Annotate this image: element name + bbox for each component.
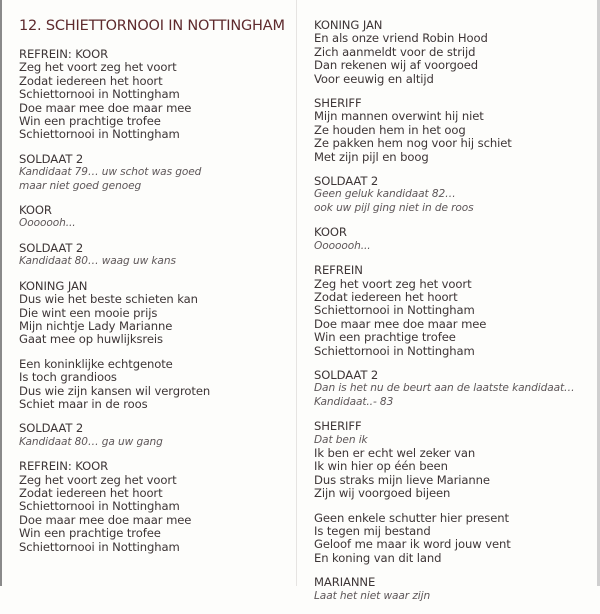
lyric-line: Schiet maar in de roos: [19, 396, 148, 411]
lyric-line: Ik ben er echt wel zeker van: [314, 445, 476, 460]
lyric-line: Doe maar mee doe maar mee: [314, 316, 487, 331]
lyric-line: Zodat iedereen het hoort: [19, 73, 163, 88]
lyric-line: SHERIFF: [314, 419, 362, 434]
lyric-line: SOLDAAT 2: [314, 174, 379, 189]
lyric-line: Die wint een mooie prijs: [19, 305, 158, 320]
lyric-line: Schiettornooi in Nottingham: [19, 127, 180, 142]
lyric-line: SOLDAAT 2: [19, 421, 84, 436]
lyrics-stanza: [314, 97, 594, 164]
lyric-line: Dan rekenen wij af voorgoed: [314, 58, 478, 73]
lyrics-stanza: [314, 264, 594, 358]
lyrics-stanza: [19, 280, 294, 347]
lyric-line: SOLDAAT 2: [19, 240, 84, 255]
lyric-line: Win een prachtige trofee: [19, 526, 161, 541]
lyric-line: Schiettornooi in Nottingham: [19, 499, 180, 514]
lyrics-stanza: [314, 19, 594, 86]
lyric-line: Zeg het voort zeg het voort: [19, 472, 177, 487]
lyric-line: Ze pakken hem nog voor hij schiet: [314, 136, 512, 151]
spoken-line: Ooooooh...: [19, 217, 76, 230]
lyric-line: Zich aanmeldt voor de strijd: [314, 44, 476, 59]
lyric-line: Schiettornooi in Nottingham: [19, 87, 180, 102]
spoken-line: Laat het niet waar zijn: [314, 589, 431, 602]
lyrics-stanza: [19, 422, 294, 449]
lyric-line: Dus straks mijn lieve Marianne: [314, 472, 490, 487]
lyric-line: Doe maar mee doe maar mee: [19, 100, 192, 115]
lyric-line: Win een prachtige trofee: [314, 330, 456, 345]
lyrics-stanza: [314, 420, 594, 500]
lyric-line: REFREIN: [314, 263, 363, 278]
page-edge-left: [0, 0, 2, 586]
lyric-line: Zijn wij voorgoed bijeen: [314, 486, 451, 501]
spoken-line: Dan is het nu de beurt aan de laatste kandidaat…: [314, 382, 575, 395]
lyric-line: Is tegen mij bestand: [314, 524, 431, 538]
spoken-line: Ooooooh...: [314, 239, 371, 252]
lyrics-stanza: [314, 226, 594, 253]
lyric-line: KONING JAN: [19, 278, 88, 293]
lyrics-stanza: [314, 512, 594, 566]
lyric-line: KONING JAN: [314, 18, 383, 32]
spoken-line: Kandidaat..- 83: [314, 395, 394, 408]
lyric-line: Ze houden hem in het oog: [314, 122, 466, 137]
lyric-line: KOOR: [19, 203, 52, 218]
lyric-line: Zeg het voort zeg het voort: [19, 60, 177, 75]
lyric-line: Zeg het voort zeg het voort: [314, 276, 472, 291]
lyric-line: En als onze vriend Robin Hood: [314, 31, 488, 46]
lyric-line: MARIANNE: [314, 575, 376, 590]
lyric-line: Geloof me maar ik word jouw vent: [314, 537, 511, 552]
spoken-line: Kandidaat 79… uw schot was goed: [19, 166, 202, 179]
lyric-line: Met zijn pijl en boog: [314, 149, 429, 164]
lyric-line: Een koninklijke echtgenote: [19, 356, 173, 371]
lyric-line: Dus wie het beste schieten kan: [19, 292, 198, 307]
lyrics-stanza: [314, 369, 594, 409]
spoken-line: ook uw pijl ging niet in de roos: [314, 201, 474, 214]
lyric-line: Mijn nichtje Lady Marianne: [19, 318, 173, 333]
lyric-line: Geen enkele schutter hier present: [314, 510, 509, 525]
lyric-line: Zodat iedereen het hoort: [314, 289, 458, 304]
lyric-line: Win een prachtige trofee: [19, 114, 161, 129]
lyrics-stanza: [19, 204, 294, 231]
lyric-line: REFREIN: KOOR: [19, 47, 109, 61]
lyric-line: SOLDAAT 2: [19, 151, 84, 166]
lyric-line: Gaat mee op huwlijksreis: [19, 332, 163, 347]
lyric-line: Zodat iedereen het hoort: [19, 485, 163, 500]
lyrics-stanza: [314, 576, 594, 603]
lyric-line: En koning van dit land: [314, 550, 442, 565]
spoken-line: Kandidaat 80… waag uw kans: [19, 255, 176, 268]
lyric-line: Schiettornooi in Nottingham: [19, 539, 180, 554]
spoken-line: Geen geluk kandidaat 82…: [314, 188, 456, 201]
lyric-line: Schiettornooi in Nottingham: [314, 303, 475, 318]
lyric-line: SOLDAAT 2: [314, 367, 379, 382]
lyric-line: SHERIFF: [314, 96, 362, 111]
lyrics-stanza: [314, 175, 594, 215]
lyric-line: Voor eeuwig en altijd: [314, 71, 434, 86]
lyrics-stanza: [19, 358, 294, 412]
page-fold: [296, 0, 297, 586]
lyrics-column-left: [19, 18, 294, 565]
lyrics-column-right: [314, 19, 594, 614]
lyric-line: Dus wie zijn kansen wil vergroten: [19, 383, 211, 398]
lyric-line: Mijn mannen overwint hij niet: [314, 109, 484, 124]
lyrics-stanza: [19, 153, 294, 193]
lyrics-stanza: [19, 242, 294, 269]
lyric-line: REFREIN: KOOR: [19, 459, 109, 474]
lyrics-stanza: [19, 460, 294, 554]
song-title: 12. SCHIETTORNOOI IN NOTTINGHAM: [19, 18, 285, 34]
lyrics-stanza: [19, 48, 294, 142]
lyric-line: Schiettornooi in Nottingham: [314, 343, 475, 358]
lyric-line: Ik win hier op één been: [314, 459, 448, 474]
lyric-line: Doe maar mee doe maar mee: [19, 512, 192, 527]
spoken-line: Dat ben ik: [314, 433, 368, 446]
lyric-line: Is toch grandioos: [19, 370, 117, 385]
lyric-line: KOOR: [314, 225, 347, 240]
spoken-line: Kandidaat 80… ga uw gang: [19, 435, 163, 448]
spoken-line: maar niet goed genoeg: [19, 179, 142, 192]
